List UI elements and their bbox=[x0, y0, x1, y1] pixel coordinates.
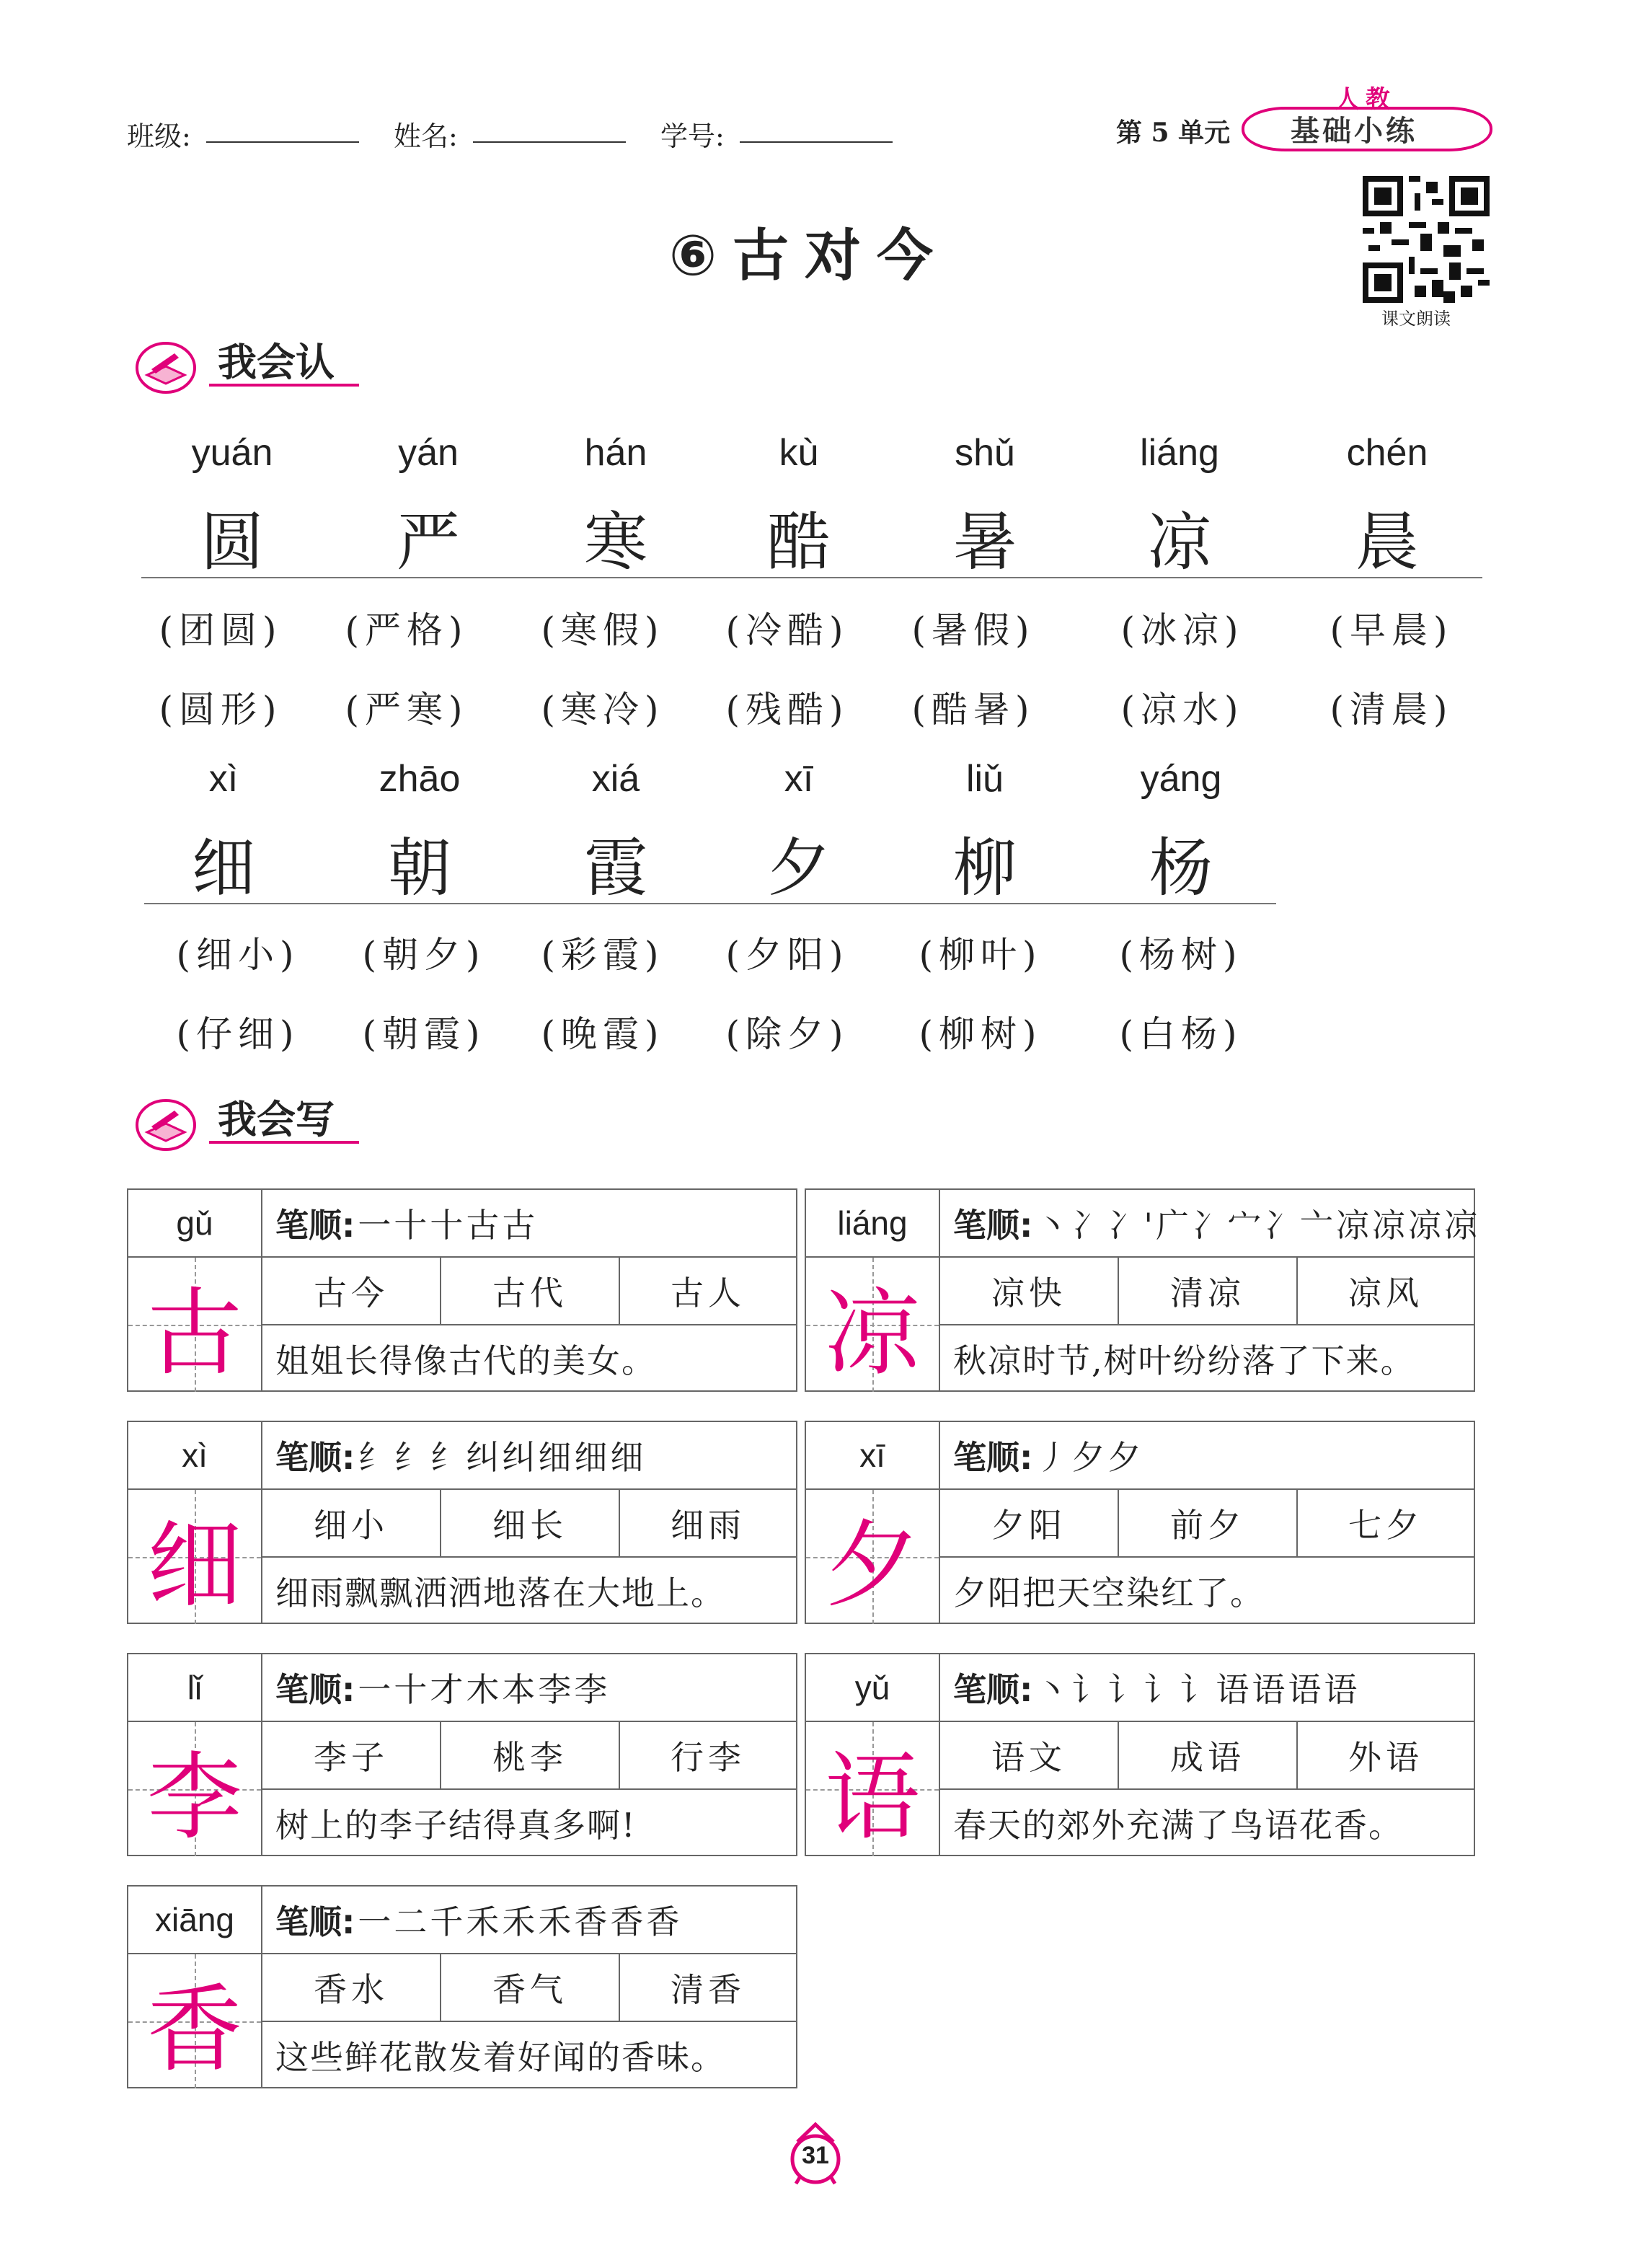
tian-grid bbox=[128, 1258, 262, 1392]
stroke-sequence: 一二千禾禾禾香香香 bbox=[358, 1902, 683, 1941]
card-word: 古代 bbox=[441, 1258, 620, 1325]
word: (彩霞) bbox=[541, 934, 665, 976]
pinyin-zhao: zhāo bbox=[379, 758, 461, 800]
card-word: 桃李 bbox=[441, 1722, 620, 1790]
card-word: 香气 bbox=[441, 1954, 620, 2022]
word: (仔细) bbox=[176, 1013, 300, 1055]
stroke-order bbox=[262, 1887, 796, 1954]
hanzi-yan: 严 bbox=[396, 505, 460, 579]
card-sentence: 夕阳把天空染红了。 bbox=[953, 1574, 1265, 1612]
pinyin-yuan: yuán bbox=[191, 432, 273, 474]
card-pinyin: gǔ bbox=[128, 1190, 262, 1258]
card-word: 外语 bbox=[1298, 1722, 1474, 1790]
stroke-order-label: 笔顺: bbox=[953, 1438, 1033, 1477]
row1-rule bbox=[141, 577, 1482, 578]
stroke-sequence: 一十才木本李李 bbox=[358, 1670, 611, 1709]
stroke-order bbox=[940, 1422, 1474, 1490]
brand-label: 基础小练 bbox=[1291, 114, 1417, 148]
unit-label: 第 5 单元 bbox=[1116, 118, 1231, 148]
word: (残酷) bbox=[725, 689, 849, 731]
hanzi-xi: 细 bbox=[191, 831, 255, 905]
hanzi-liang: 凉 bbox=[1147, 505, 1211, 579]
card-word: 古今 bbox=[262, 1258, 441, 1325]
number-input[interactable] bbox=[740, 141, 893, 143]
card-character: 语 bbox=[825, 1742, 920, 1853]
writing-card bbox=[127, 1188, 797, 1392]
writing-card bbox=[127, 1885, 797, 2088]
qr-code[interactable] bbox=[1363, 176, 1490, 303]
card-word: 凉快 bbox=[940, 1258, 1119, 1325]
card-pinyin: lǐ bbox=[128, 1654, 262, 1722]
tian-grid bbox=[128, 1722, 262, 1856]
hanzi-yang: 杨 bbox=[1149, 831, 1213, 905]
row2-rule bbox=[144, 903, 1276, 904]
card-character: 凉 bbox=[825, 1278, 920, 1389]
stroke-sequence: 纟纟纟纠纠细细细 bbox=[358, 1438, 647, 1477]
section-write-underline bbox=[209, 1141, 359, 1144]
stroke-order bbox=[940, 1190, 1481, 1258]
card-pinyin: xì bbox=[128, 1422, 262, 1490]
card-word: 香水 bbox=[262, 1954, 441, 2022]
card-word: 李子 bbox=[262, 1722, 441, 1790]
card-character: 李 bbox=[147, 1742, 242, 1853]
tian-grid bbox=[128, 1490, 262, 1624]
word: (凉水) bbox=[1120, 689, 1244, 731]
card-pinyin: yǔ bbox=[806, 1654, 940, 1722]
page-number-badge bbox=[776, 2117, 855, 2187]
card-sentence: 秋凉时节,树叶纷纷落了下来。 bbox=[953, 1341, 1415, 1380]
stroke-sequence: 丶冫冫'广冫宀冫亠凉凉凉凉 bbox=[1035, 1206, 1481, 1245]
stroke-order bbox=[262, 1190, 796, 1258]
card-character: 夕 bbox=[825, 1510, 920, 1621]
writing-card bbox=[805, 1421, 1475, 1624]
pinyin-xia: xiá bbox=[591, 758, 640, 800]
tian-grid bbox=[806, 1722, 940, 1856]
stroke-order bbox=[262, 1422, 796, 1490]
word: (柳叶) bbox=[919, 934, 1043, 976]
book-icon bbox=[133, 337, 199, 395]
word: (团圆) bbox=[159, 609, 283, 651]
pinyin-liang: liáng bbox=[1140, 432, 1219, 474]
card-word: 语文 bbox=[940, 1722, 1119, 1790]
card-word: 凉风 bbox=[1298, 1258, 1474, 1325]
section-write-title: 我会写 bbox=[218, 1097, 335, 1142]
word: (晚霞) bbox=[541, 1013, 665, 1055]
pinyin-ku: kù bbox=[779, 432, 819, 474]
word: (柳树) bbox=[919, 1013, 1043, 1055]
tian-grid bbox=[806, 1490, 940, 1624]
stroke-order-label: 笔顺: bbox=[275, 1902, 355, 1941]
card-sentence: 这些鲜花散发着好闻的香味。 bbox=[275, 2038, 725, 2077]
word: (细小) bbox=[176, 934, 300, 976]
card-character: 香 bbox=[147, 1974, 242, 2086]
card-word: 七夕 bbox=[1298, 1490, 1474, 1558]
number-label: 学号: bbox=[660, 120, 725, 152]
word: (白杨) bbox=[1119, 1013, 1243, 1055]
section-read-underline bbox=[209, 384, 359, 387]
card-word: 细长 bbox=[441, 1490, 620, 1558]
word: (严寒) bbox=[345, 689, 469, 731]
word: (酷暑) bbox=[911, 689, 1035, 731]
hanzi-zhao: 朝 bbox=[387, 831, 451, 905]
word: (除夕) bbox=[725, 1013, 849, 1055]
stroke-order-label: 笔顺: bbox=[953, 1206, 1033, 1245]
stroke-order bbox=[262, 1654, 796, 1722]
word: (清晨) bbox=[1330, 689, 1454, 731]
stroke-sequence: 丶讠讠讠讠语语语语 bbox=[1035, 1670, 1361, 1709]
stroke-order-label: 笔顺: bbox=[275, 1206, 355, 1245]
card-character: 古 bbox=[147, 1278, 242, 1389]
hanzi-ku: 酷 bbox=[766, 505, 831, 579]
page-number: 31 bbox=[802, 2142, 829, 2169]
card-character: 细 bbox=[147, 1510, 242, 1621]
card-sentence: 春天的郊外充满了鸟语花香。 bbox=[953, 1806, 1403, 1845]
writing-card bbox=[805, 1188, 1481, 1392]
card-word: 清凉 bbox=[1119, 1258, 1298, 1325]
pinyin-xi2: xī bbox=[784, 758, 814, 800]
pinyin-chen: chén bbox=[1346, 432, 1428, 474]
card-word: 细小 bbox=[262, 1490, 441, 1558]
card-pinyin: xī bbox=[806, 1422, 940, 1490]
pinyin-han: hán bbox=[584, 432, 647, 474]
stroke-order-label: 笔顺: bbox=[953, 1670, 1033, 1709]
stroke-sequence: 一十十古古 bbox=[358, 1206, 539, 1245]
word: (寒假) bbox=[541, 609, 665, 651]
stroke-order-label: 笔顺: bbox=[275, 1438, 355, 1477]
hanzi-xia: 霞 bbox=[583, 831, 647, 905]
pinyin-yan: yán bbox=[398, 432, 459, 474]
card-sentence: 细雨飘飘洒洒地落在大地上。 bbox=[275, 1574, 725, 1612]
word: (寒冷) bbox=[541, 689, 665, 731]
card-pinyin: liáng bbox=[806, 1190, 940, 1258]
word: (冷酷) bbox=[725, 609, 849, 651]
book-icon bbox=[133, 1095, 199, 1152]
stroke-sequence: 丿夕夕 bbox=[1035, 1438, 1144, 1477]
card-word: 前夕 bbox=[1119, 1490, 1298, 1558]
stroke-order-label: 笔顺: bbox=[275, 1670, 355, 1709]
card-word: 细雨 bbox=[620, 1490, 796, 1558]
word: (朝霞) bbox=[362, 1013, 486, 1055]
class-input[interactable] bbox=[206, 141, 359, 143]
pinyin-xi: xì bbox=[208, 758, 239, 800]
word: (朝夕) bbox=[362, 934, 486, 976]
hanzi-liu: 柳 bbox=[952, 831, 1017, 905]
pinyin-yang: yáng bbox=[1140, 758, 1222, 800]
card-word: 古人 bbox=[620, 1258, 796, 1325]
hanzi-han: 寒 bbox=[583, 505, 647, 579]
card-word: 成语 bbox=[1119, 1722, 1298, 1790]
card-word: 行李 bbox=[620, 1722, 796, 1790]
pinyin-shu: shǔ bbox=[955, 432, 1015, 474]
pinyin-liu: liǔ bbox=[965, 758, 1004, 800]
class-label: 班级: bbox=[127, 120, 191, 152]
word: (冰凉) bbox=[1120, 609, 1244, 651]
writing-card bbox=[127, 1421, 797, 1624]
hanzi-chen: 晨 bbox=[1355, 505, 1419, 579]
section-read-title: 我会认 bbox=[218, 340, 335, 385]
word: (早晨) bbox=[1330, 609, 1454, 651]
writing-card bbox=[805, 1653, 1475, 1856]
qr-caption: 课文朗读 bbox=[1381, 309, 1451, 329]
card-sentence: 树上的李子结得真多啊! bbox=[275, 1806, 637, 1845]
word: (圆形) bbox=[159, 689, 283, 731]
stroke-order bbox=[940, 1654, 1474, 1722]
page-title: ⑥古对今 bbox=[669, 224, 950, 288]
card-word: 夕阳 bbox=[940, 1490, 1119, 1558]
word: (严格) bbox=[345, 609, 469, 651]
card-pinyin: xiāng bbox=[128, 1887, 262, 1954]
word: (杨树) bbox=[1119, 934, 1243, 976]
word: (暑假) bbox=[911, 609, 1035, 651]
card-sentence: 姐姐长得像古代的美女。 bbox=[275, 1341, 656, 1380]
tian-grid bbox=[128, 1954, 262, 2088]
card-word: 清香 bbox=[620, 1954, 796, 2022]
tian-grid bbox=[806, 1258, 940, 1392]
name-label: 姓名: bbox=[394, 120, 458, 152]
hanzi-shu: 暑 bbox=[952, 505, 1017, 579]
hanzi-xi2: 夕 bbox=[766, 831, 831, 905]
word: (夕阳) bbox=[725, 934, 849, 976]
name-input[interactable] bbox=[473, 141, 626, 143]
hanzi-yuan: 圆 bbox=[200, 505, 264, 579]
writing-card bbox=[127, 1653, 797, 1856]
brand-top: 人教 bbox=[1335, 85, 1396, 114]
